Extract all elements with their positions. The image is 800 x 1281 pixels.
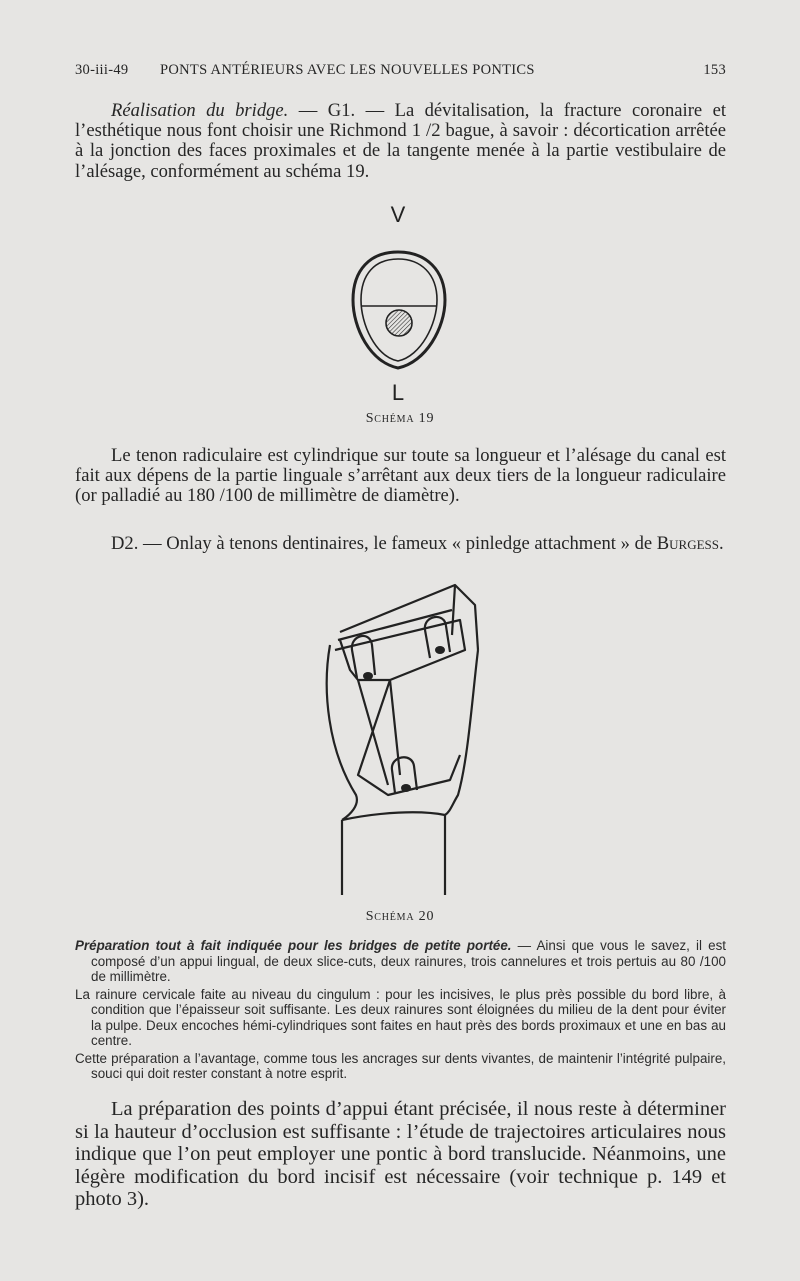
- page-number: 153: [703, 62, 726, 78]
- note-1-text: — Ainsi que vous le savez, il est composé d’un appui lingual, de deux slice-cuts, deux rainures, trois cannelures et trois pertuis au 80 /100 de millimètre.: [91, 938, 726, 984]
- header-date: 30-iii-49: [75, 62, 129, 78]
- pinhole-left: [363, 672, 373, 680]
- paragraph-tenon: [75, 446, 726, 507]
- schema-19-caption: Schéma 19: [365, 411, 435, 426]
- paragraph-lead: Réalisation du bridge.: [111, 100, 289, 121]
- note-3: Cette préparation a l’avantage, comme tous les ancrages sur dents vivantes, de maintenir l’intégrité pulpaire, souci qui doit rester constant à notre esprit.: [75, 1050, 726, 1081]
- paragraph-d2: [75, 534, 726, 554]
- preparation-floor: [358, 680, 400, 785]
- pinhole-bottom: [401, 784, 411, 792]
- header-title: PONTS ANTÉRIEURS AVEC LES NOUVELLES PONTICS: [160, 62, 535, 78]
- schema-20-caption: Schéma 20: [365, 909, 435, 924]
- schema-19-figure: [330, 200, 470, 430]
- cingulum-curve: [342, 812, 445, 820]
- paragraph-d2-end: .: [719, 533, 724, 554]
- paragraph-closing: [75, 1098, 726, 1211]
- note-1: [75, 938, 726, 985]
- paragraph-closing-text: La préparation des points d’appui étant précisée, il nous reste à déterminer si la hauteur d’occlusion est suffisante : l’étude de trajectoires articulaires nous indique que l’on peut employer une pontic à bord translucide. Néanmoins, une légère modification du bord incisif est nécessaire (voir technique p. 149 et photo 3).: [75, 1098, 726, 1211]
- note-2: La rainure cervicale faite au niveau du cingulum : pour les incisives, le plus près possible du bord libre, à condition que l’épaisseur soit suffisante. Les deux rainures sont éloignées du milieu de la dent pour éviter la pulpe. Deux encoches hémi-cylindriques sont faites en haut près des bords proximaux et une en bas au centre.: [75, 986, 726, 1048]
- note-1-lead: Préparation tout à fait indiquée pour les bridges de petite portée.: [75, 938, 512, 953]
- figure-notes: [75, 938, 726, 1084]
- paragraph-d2-text: D2. — Onlay à tenons dentinaires, le fameux « pinledge attachment » de: [111, 533, 657, 554]
- paragraph-tenon-text: Le tenon radiculaire est cylindrique sur toute sa longueur et l’alésage du canal est fait aux dépens de la partie linguale s’arrêtant aux deux tiers de la longueur radiculaire (or palladié au 180 /100 de millimètre de diamètre).: [75, 445, 726, 507]
- pinhole-right: [435, 646, 445, 654]
- author-name: Burgess: [656, 533, 720, 554]
- lingual-label: L: [391, 380, 405, 405]
- schema-20-figure: [300, 580, 500, 910]
- incisal-edge: [340, 585, 478, 650]
- running-header: [75, 62, 726, 86]
- paragraph-realisation: [75, 101, 726, 182]
- paragraph-text: — G1. — La dévitalisation, la fracture coronaire et l’esthétique nous font choisir une Richmond 1 /2 bague, à savoir : décortication arrêtée à la jonction des faces proximales et de la tangente menée à la partie vestibulaire de l’alésage, conformément au schéma 19.: [75, 100, 726, 182]
- post-hole: [386, 310, 412, 336]
- vestibular-label: V: [390, 202, 406, 227]
- tooth-root-outline: [342, 815, 445, 895]
- tooth-body-right: [445, 650, 478, 815]
